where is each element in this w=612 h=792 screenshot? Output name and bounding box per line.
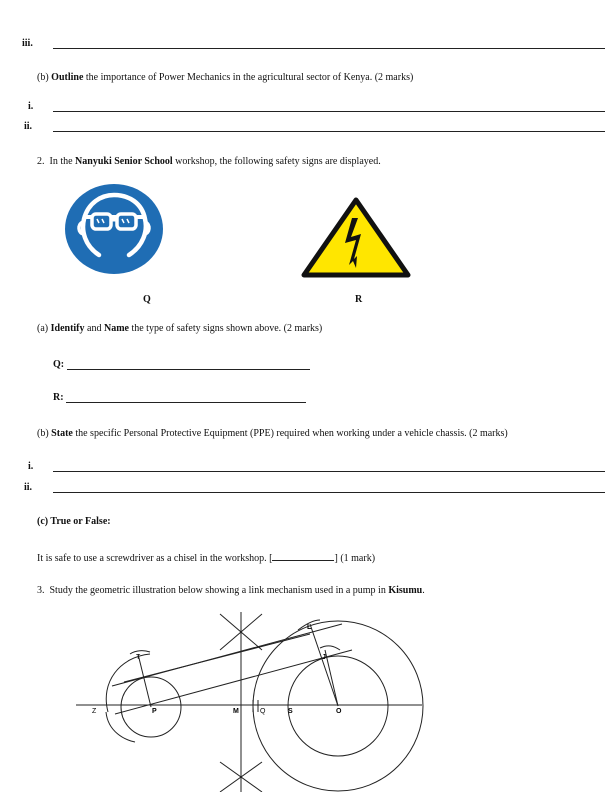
answer-line-label-ii: ii. [24, 121, 33, 132]
field-label-r: R: [53, 392, 64, 403]
answer-field-r[interactable] [66, 402, 306, 403]
answer-line-2b-ii[interactable] [53, 492, 605, 493]
electric-hazard-icon [301, 196, 411, 278]
answer-field-q[interactable] [67, 369, 310, 370]
answer-line-label-i: i. [28, 461, 34, 472]
sign-q-label: Q [143, 294, 151, 305]
answer-line-1b-ii[interactable] [53, 131, 605, 132]
point-label-q: Q [260, 708, 266, 715]
answer-line-label-iii: iii. [22, 38, 33, 49]
answer-line-label-ii: ii. [24, 482, 33, 493]
point-label-m: M [233, 708, 239, 715]
point-label-s: S [288, 708, 293, 715]
eye-protection-icon [63, 184, 167, 276]
point-label-o: O [336, 708, 342, 715]
question-2b: (b) State the specific Personal Protective Equipment (PPE) required when working under a vehicle chassis. (2 marks) [37, 428, 508, 439]
true-false-blank[interactable] [272, 551, 334, 561]
question-1b: (b) Outline the importance of Power Mechanics in the agricultural sector of Kenya. (2 marks) [37, 72, 414, 83]
question-2c-statement: It is safe to use a screwdriver as a chisel in the workshop. [ ] (1 mark) [37, 553, 376, 564]
answer-line-label-i: i. [28, 101, 34, 112]
answer-line-iii[interactable] [53, 48, 605, 49]
link-mechanism-diagram [70, 602, 430, 792]
sign-r-label: R [355, 294, 363, 305]
point-label-z: Z [92, 708, 97, 715]
question-3: 3. Study the geometric illustration below showing a link mechanism used in a pump in Kisumu. [37, 585, 425, 596]
point-label-l: L [307, 624, 312, 631]
point-label-p: P [152, 708, 157, 715]
field-label-q: Q: [53, 359, 65, 370]
question-2: 2. In the Nanyuki Senior School workshop, the following safety signs are displayed. [37, 156, 381, 167]
point-label-t: T [136, 654, 141, 661]
point-label-j: J [322, 654, 326, 661]
answer-line-2b-i[interactable] [53, 471, 605, 472]
question-2c-title: (c) True or False: [37, 516, 111, 527]
question-2a: (a) Identify and Name the type of safety signs shown above. (2 marks) [37, 323, 323, 334]
answer-line-1b-i[interactable] [53, 111, 605, 112]
